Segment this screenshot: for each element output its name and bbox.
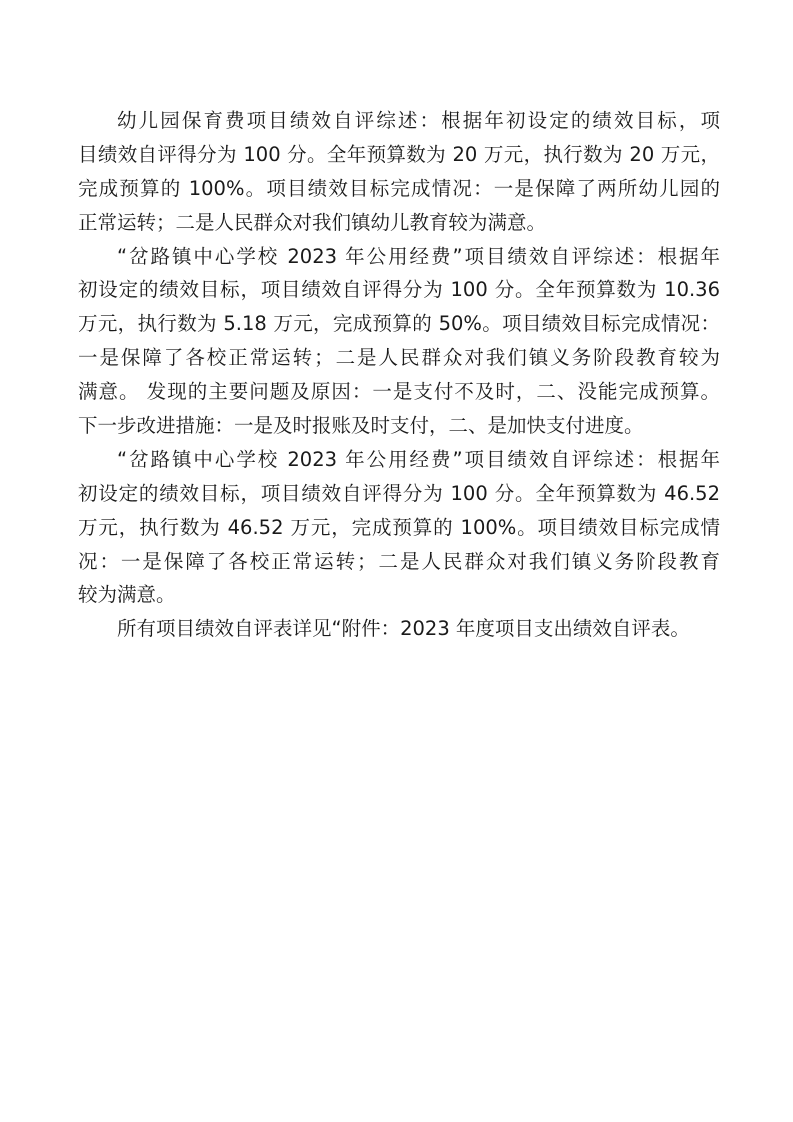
text-line: 初设定的绩效目标，项目绩效自评得分为 100 分。全年预算数为 10.36 [78,278,720,302]
text-line: 初设定的绩效目标，项目绩效自评得分为 100 分。全年预算数为 46.52 [78,481,720,505]
text-line: 一是保障了各校正常运转；二是人民群众对我们镇义务阶段教育较为 [78,346,720,370]
text-line: 下一步改进措施：一是及时报账及时支付，二、是加快支付进度。 [78,414,644,438]
text-line: 目绩效自评得分为 100 分。全年预算数为 20 万元，执行数为 20 万元， [78,142,720,166]
paragraph-public-funds-second [78,443,720,612]
text-line: 况：一是保障了各校正常运转；二是人民群众对我们镇义务阶段教育 [78,549,720,573]
text-line: “岔路镇中心学校 2023 年公用经费”项目绩效自评综述：根据年 [117,447,720,471]
text-line: 万元，执行数为 46.52 万元，完成预算的 100%。项目绩效目标完成情 [78,515,720,539]
text-line: 正常运转；二是人民群众对我们镇幼儿教育较为满意。 [78,210,547,234]
paragraph-attachment-note [78,612,720,646]
text-line: “岔路镇中心学校 2023 年公用经费”项目绩效自评综述：根据年 [117,244,720,268]
text-line: 万元，执行数为 5.18 万元，完成预算的 50%。项目绩效目标完成情况： [78,312,720,336]
paragraph-public-funds-first [78,240,720,443]
text-line: 所有项目绩效自评表详见“附件：2023 年度项目支出绩效自评表。 [117,617,690,641]
text-line: 满意。 发现的主要问题及原因：一是支付不及时，二、没能完成预算。 [78,380,720,404]
document-body [78,104,720,646]
text-line: 较为满意。 [78,583,176,607]
text-line: 完成预算的 100%。项目绩效目标完成情况：一是保障了两所幼儿园的 [78,176,720,200]
text-line: 幼儿园保育费项目绩效自评综述：根据年初设定的绩效目标，项 [117,109,720,132]
paragraph-kindergarten-fee [78,104,720,240]
